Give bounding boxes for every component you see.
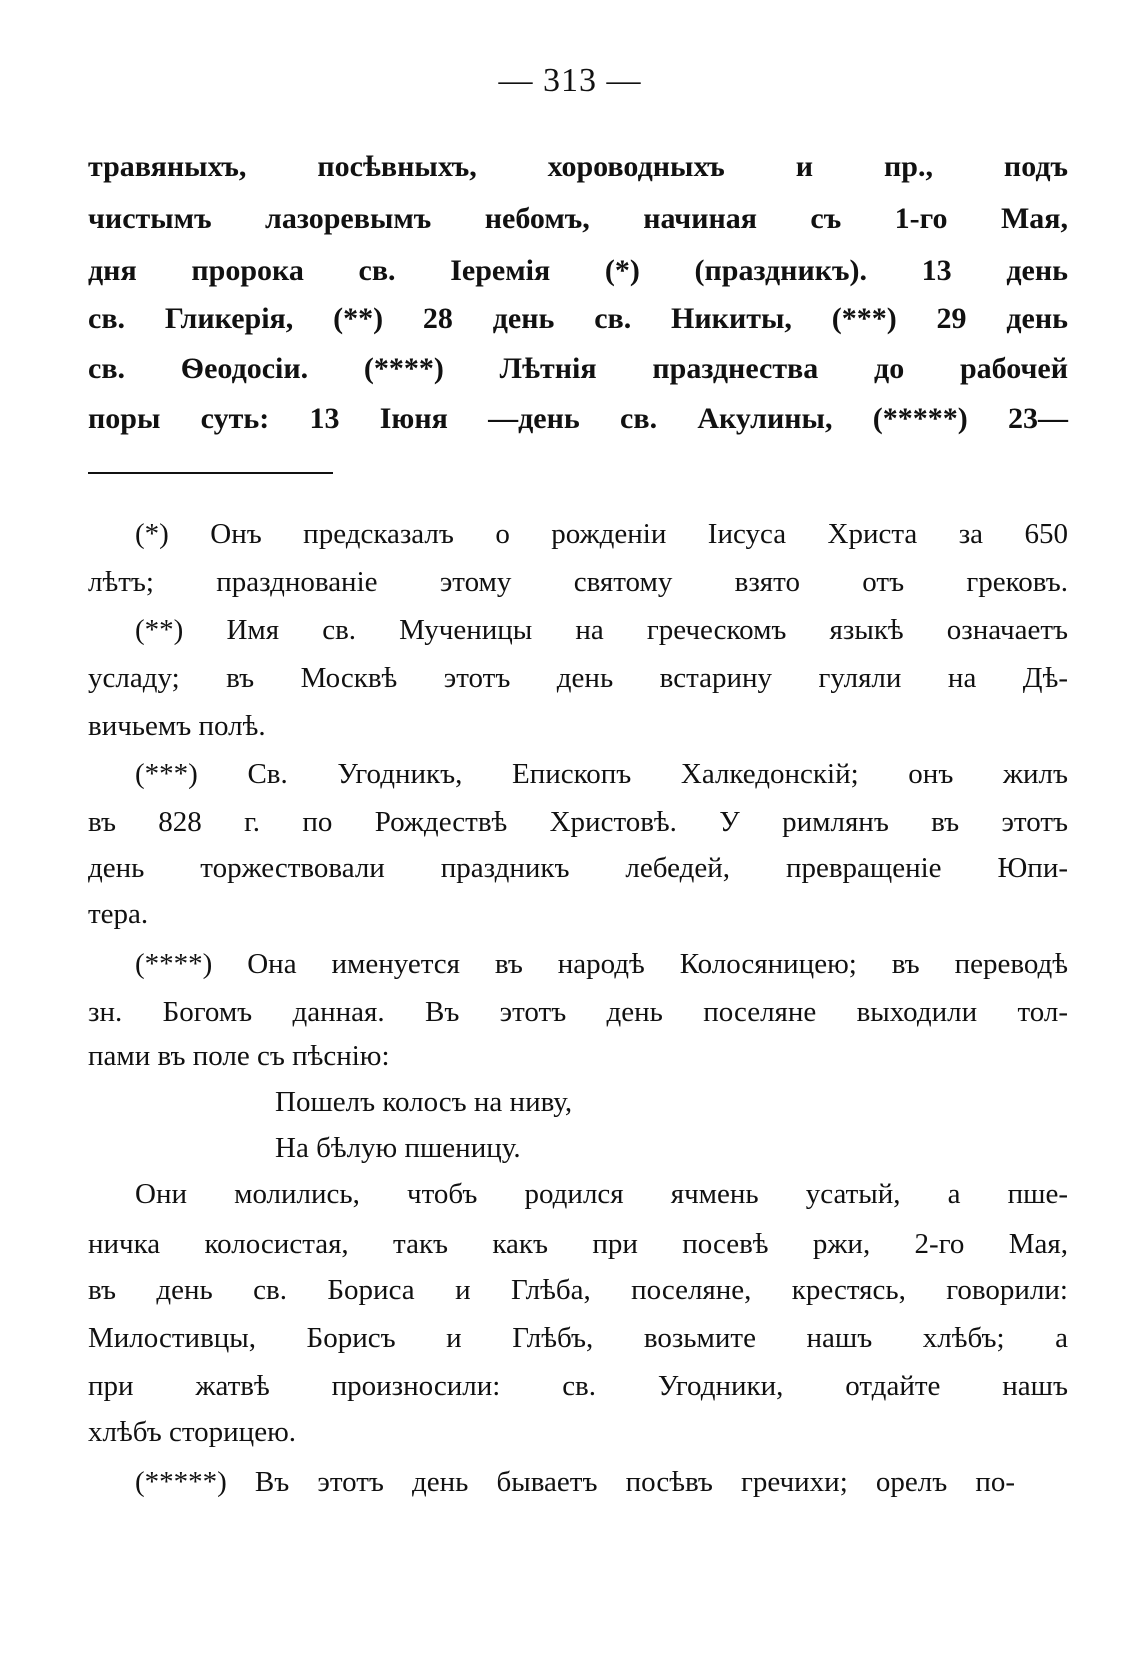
footnote-line: ничка колосистая, такъ какъ при посевѣ ржи, 2-го Мая, — [88, 1228, 1068, 1260]
verse-line: На бѣлую пшеницу. — [275, 1132, 521, 1164]
footnote-line: (****) Она именуется въ народѣ Колосяницею; въ переводѣ — [135, 948, 1068, 980]
main-text-line: поры суть: 13 Іюня —день св. Акулины, (*****) 23— — [88, 402, 1068, 435]
footnote-line: тера. — [88, 898, 149, 930]
footnote-line: пами въ поле съ пѣснію: — [88, 1040, 390, 1072]
verse-line: Пошелъ колосъ на ниву, — [275, 1086, 573, 1118]
footnote-separator — [88, 472, 333, 474]
footnote-line: Милостивцы, Борисъ и Глѣбъ, возьмите нашъ хлѣбъ; а — [88, 1322, 1068, 1354]
footnote-line: при жатвѣ произносили: св. Угодники, отдайте нашъ — [88, 1370, 1068, 1402]
footnote-line: усладу; въ Москвѣ этотъ день встарину гуляли на Дѣ- — [88, 662, 1068, 694]
main-text-line: св. Гликерія, (**) 28 день св. Никиты, (***) 29 день — [88, 302, 1068, 335]
footnote-line: вичьемъ полѣ. — [88, 710, 266, 742]
footnote-line: (***) Св. Угодникъ, Епископъ Халкедонскій; онъ жилъ — [135, 758, 1068, 790]
footnote-line: зн. Богомъ данная. Въ этотъ день поселяне выходили тол- — [88, 996, 1068, 1028]
footnote-line: (**) Имя св. Мученицы на греческомъ языкѣ означаетъ — [135, 614, 1068, 646]
footnote-line: Они молились, чтобъ родился ячмень усатый, а пше- — [135, 1178, 1068, 1210]
footnote-line: (*****) Въ этотъ день бываетъ посѣвъ гречихи; орелъ по- — [135, 1466, 1015, 1498]
main-text-line: дня пророка св. Іеремія (*) (праздникъ). 13 день — [88, 254, 1068, 287]
footnote-line: въ 828 г. по Рождествѣ Христовѣ. У римлянъ въ этотъ — [88, 806, 1068, 838]
footnote-line: въ день св. Бориса и Глѣба, поселяне, крестясь, говорили: — [88, 1274, 1068, 1306]
page-number: — 313 — — [498, 62, 642, 99]
footnote-line: лѣтъ; празднованіе этому святому взято отъ грековъ. — [88, 566, 1068, 598]
main-text-line: чистымъ лазоревымъ небомъ, начиная съ 1-го Мая, — [88, 202, 1068, 235]
main-text-line: травяныхъ, посѣвныхъ, хороводныхъ и пр., подъ — [88, 150, 1068, 183]
main-text-line: св. Ѳеодосіи. (****) Лѣтнія празднества до рабочей — [88, 352, 1068, 385]
footnote-line: хлѣбъ сторицею. — [88, 1416, 296, 1448]
footnote-line: день торжествовали праздникъ лебедей, превращеніе Юпи- — [88, 852, 1068, 884]
footnote-line: (*) Онъ предсказалъ о рожденіи Іисуса Христа за 650 — [135, 518, 1068, 550]
